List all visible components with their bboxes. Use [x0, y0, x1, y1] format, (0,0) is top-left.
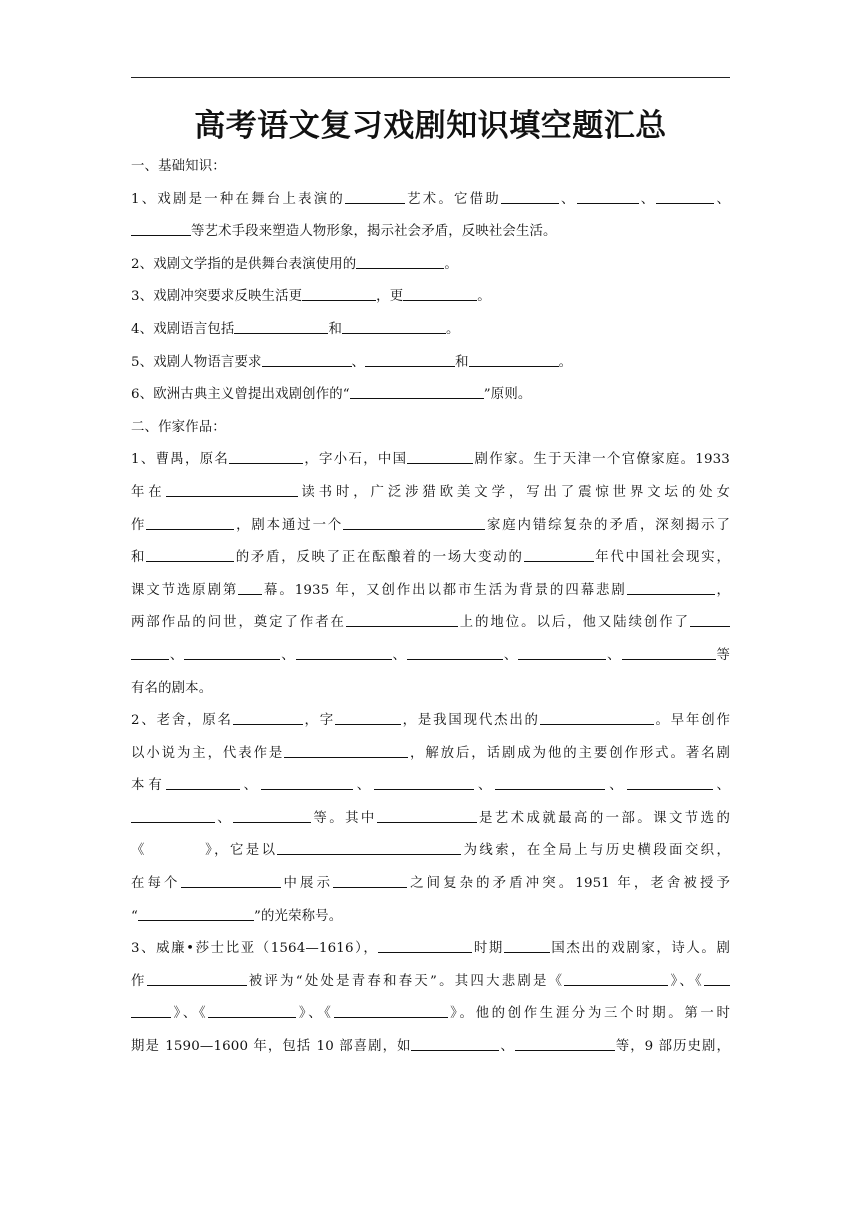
answer-blank[interactable] [261, 777, 353, 790]
answer-blank[interactable] [146, 517, 234, 530]
answer-blank[interactable] [356, 256, 444, 269]
header-rule [131, 77, 730, 78]
answer-blank[interactable] [208, 1005, 296, 1018]
answer-blank[interactable] [333, 875, 407, 888]
question-6: 6、欧洲古典主义曾提出戏剧创作的“ ”原则。 [131, 387, 532, 403]
answer-blank[interactable] [233, 810, 311, 823]
answer-blank[interactable] [469, 354, 559, 367]
lao-she-line-7: “ ”的光荣称号。 [131, 908, 343, 924]
answer-blank[interactable] [704, 973, 730, 986]
lao-she-line-1: 2、老舍，原名 ，字 ，是我国现代杰出的 。早年创作 [131, 713, 730, 729]
answer-blank[interactable] [131, 223, 191, 236]
answer-blank[interactable] [343, 517, 485, 530]
answer-blank[interactable] [131, 810, 215, 823]
cao-yu-line-3: 作 ，剧本通过一个 家庭内错综复杂的矛盾，深刻揭示了 [131, 517, 730, 533]
answer-blank[interactable] [627, 582, 715, 595]
answer-blank[interactable] [184, 647, 280, 660]
cao-yu-line-8: 有名的剧本。 [131, 680, 213, 696]
answer-blank[interactable] [345, 191, 405, 204]
answer-blank[interactable] [407, 647, 503, 660]
answer-blank[interactable] [627, 777, 713, 790]
question-1-line-2: 等艺术手段来塑造人物形象，揭示社会矛盾，反映社会生活。 [131, 216, 730, 249]
answer-blank[interactable] [350, 386, 484, 399]
section-heading-basics: 一、基础知识： [131, 159, 226, 174]
answer-blank[interactable] [233, 712, 303, 725]
shakespeare-line-2: 作 被评为“处处是青春和春天”。其四大悲剧是《 》、《 [131, 966, 730, 999]
answer-blank[interactable] [690, 614, 730, 627]
document-title: 高考语文复习戏剧知识填空题汇总 [194, 108, 667, 144]
answer-blank[interactable] [524, 549, 594, 562]
answer-blank[interactable] [296, 647, 392, 660]
answer-blank[interactable] [334, 1005, 448, 1018]
answer-blank[interactable] [234, 321, 328, 334]
lao-she-line-5: 《 》，它是以 为线索，在全局上与历史横段面交织， [131, 843, 730, 859]
answer-blank[interactable] [262, 354, 352, 367]
lao-she-line-4: 、 等。其中 是艺术成就最高的一部。课文节选的 [131, 803, 730, 836]
answer-blank[interactable] [365, 354, 455, 367]
cao-yu-line-5: 课文节选原剧第 幕。1935 年，又创作出以都市生活为背景的四幕悲剧 ， [131, 582, 730, 598]
cao-yu-line-1: 1、曹禺，原名 ，字小石，中国 剧作家。生于天津一个官僚家庭。1933 [131, 452, 730, 468]
answer-blank[interactable] [374, 777, 474, 790]
answer-blank[interactable] [515, 1038, 615, 1051]
answer-blank[interactable] [138, 908, 254, 921]
answer-blank[interactable] [564, 973, 668, 986]
section-heading-authors: 二、作家作品： [131, 419, 226, 435]
answer-blank[interactable] [277, 842, 461, 855]
answer-blank[interactable] [229, 451, 303, 464]
answer-blank[interactable] [411, 1038, 499, 1051]
question-5: 5、戏剧人物语言要求 、 和 。 [131, 354, 573, 370]
shakespeare-line-1: 3、威廉•莎士比亚（1564—1616）， 时期 国杰出的戏剧家，诗人。剧 [131, 941, 730, 957]
lao-she-line-3: 本有 、 、 、 、 、 [131, 778, 730, 794]
cao-yu-line-6: 两部作品的问世，奠定了作者在 上的地位。以后，他又陆续创作了 [131, 607, 730, 640]
answer-blank[interactable] [131, 1005, 171, 1018]
answer-blank[interactable] [407, 451, 473, 464]
answer-blank[interactable] [146, 549, 234, 562]
answer-blank[interactable] [335, 712, 401, 725]
question-2: 2、戏剧文学指的是供舞台表演使用的 。 [131, 256, 458, 272]
answer-blank[interactable] [377, 810, 477, 823]
answer-blank[interactable] [403, 288, 477, 301]
document-page [131, 0, 730, 1216]
question-1-line-1: 1、戏剧是一种在舞台上表演的 艺术。它借助 、 、 、 [131, 191, 730, 207]
answer-blank[interactable] [495, 777, 605, 790]
answer-blank[interactable] [147, 842, 203, 855]
question-3: 3、戏剧冲突要求反映生活更 ，更 。 [131, 289, 491, 305]
answer-blank[interactable] [518, 647, 606, 660]
question-4: 4、戏剧语言包括 和 。 [131, 321, 460, 337]
answer-blank[interactable] [147, 973, 247, 986]
answer-blank[interactable] [378, 940, 472, 953]
answer-blank[interactable] [166, 777, 240, 790]
answer-blank[interactable] [181, 875, 281, 888]
answer-blank[interactable] [540, 712, 654, 725]
answer-blank[interactable] [504, 940, 550, 953]
answer-blank[interactable] [622, 647, 716, 660]
answer-blank[interactable] [302, 288, 376, 301]
answer-blank[interactable] [131, 647, 169, 660]
answer-blank[interactable] [342, 321, 446, 334]
answer-blank[interactable] [501, 191, 559, 204]
answer-blank[interactable] [577, 191, 639, 204]
document-body [131, 151, 730, 1064]
cao-yu-line-7: 、 、 、 、 、 等 [131, 640, 730, 673]
lao-she-line-2: 以小说为主，代表作是 ，解放后，话剧成为他的主要创作形式。著名剧 [131, 745, 730, 761]
shakespeare-line-3: 》、《 》、《 》。他的创作生涯分为三个时期。第一时 [131, 998, 730, 1031]
answer-blank[interactable] [656, 191, 714, 204]
answer-blank[interactable] [238, 582, 262, 595]
cao-yu-line-4: 和 的矛盾，反映了正在酝酿着的一场大变动的 年代中国社会现实， [131, 550, 730, 566]
answer-blank[interactable] [166, 484, 298, 497]
answer-blank[interactable] [284, 745, 408, 758]
shakespeare-line-4: 期是 1590—1600 年，包括 10 部喜剧，如 、 等，9 部历史剧， [131, 1039, 730, 1055]
cao-yu-line-2: 年在 读书时，广泛涉猎欧美文学，写出了震惊世界文坛的处女 [131, 484, 730, 500]
answer-blank[interactable] [346, 614, 458, 627]
lao-she-line-6: 在每个 中展示 之间复杂的矛盾冲突。1951 年，老舍被授予 [131, 876, 730, 892]
